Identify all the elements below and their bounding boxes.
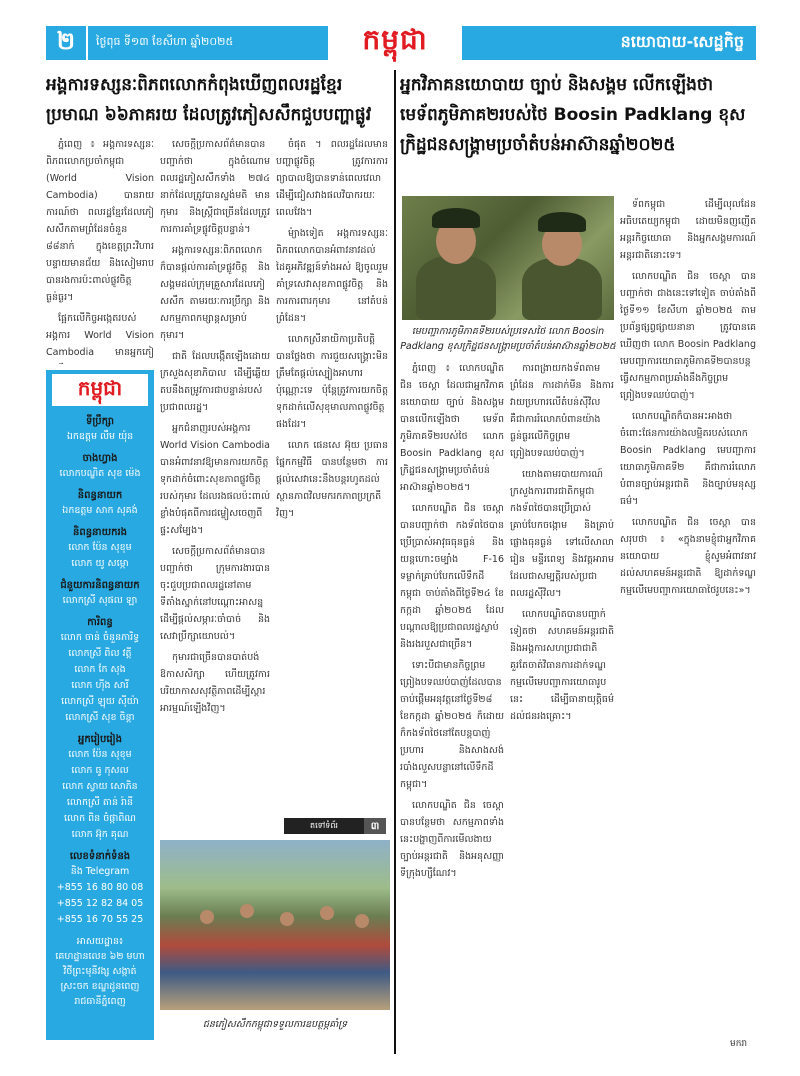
paragraph: ចំផុត ។ ពលរដ្ឋដែលមានបញ្ហាផ្លូវចិត្ត ត្រូវការការព្យាបាលឱ្យបានទាន់ពេលវេលា ដើម្បីជៀសវាងផលវិបាករយៈពេលវែង។: [276, 139, 388, 218]
crowd-figure: [355, 914, 369, 928]
right-article-col-side: [620, 196, 756, 1036]
right-article-col1: [400, 360, 504, 1036]
masthead-role: ទីប្រឹក្សា: [85, 416, 115, 427]
masthead-role: និពន្ធនាយករង: [73, 527, 127, 538]
paragraph: ផ្អែកលើកិច្ចអង្កេតរបស់អង្គការ World Vision Cambodia មានអ្នកភៀ: [46, 313, 154, 358]
paragraph: លោកបណ្ឌិតក៏បានអះអាងថា ចំពោះផែនការយ៉ាងលម្អិតរបស់លោក Boosin Padklang មេបញ្ជាការយោធាភូមិភាគទី២ គឺជាការរំលោភបំពានច្បាប់អន្តរជាតិ និងច្បាប់មនុស្សធម៌។: [620, 411, 756, 507]
masthead-person: លោកស្រី ឡុយ ស៊ីយ៉ា: [61, 696, 139, 707]
right-article-headline: អ្នកវិភាគនយោបាយ ច្បាប់ និងសង្គម លើកឡើងថា មេទ័ពភូមិភាគ២របស់ថៃ Boosin Padklang ខុសក្រិដ្ឋជនសង្គ្រាមប្រចាំតំបន់អាស៊ានឆ្នាំ២០២៥: [400, 75, 746, 155]
refugees-photo: [160, 840, 390, 1010]
article-byline: មករា: [730, 1039, 748, 1049]
office-address: អាសយដ្ឋាន៖ គេហដ្ឋានលេខ ៦២ មហាវិថីព្រះមុនីវង្ស សង្កាត់ស្រះចក ខណ្ឌដូនពេញ រាជធានីភ្នំពេញ: [55, 936, 145, 1007]
crowd-figure: [240, 904, 254, 918]
paragraph: អ្នកជំនាញរបស់អង្គការ World Vision Cambodia បានអំពាវនាវឱ្យមានការយកចិត្តទុកដាក់ចំពោះសុខភាពផ្លូវចិត្តរបស់កុមារ ដែលរងផលប៉ះពាល់ខ្លាំងបំផុតពីការជម្លៀសចេញពីផ្ទះសម្បែង។: [160, 423, 270, 536]
masthead-person: លោកស្រី ពិល វត្តី: [68, 648, 132, 659]
masthead-role: ការិពន្ធ: [87, 617, 113, 628]
refugees-photo-caption: ជនភៀសសឹកកម្ពុជាទទួលការឧបត្ថម្ភគាំទ្រ: [202, 1019, 348, 1030]
telegram-label: និង Telegram: [70, 866, 130, 877]
paragraph: ទ័ពកម្ពុជា ដើម្បីលុលដែនអធិបតេយ្យកម្ពុជា ដោយមិនញញើតអន្តរកិច្ចយោធា និងអ្នកសង្គមការណ៍អន្តរជាតិនោះទេ។: [620, 199, 756, 261]
masthead-person: លោក អ៊ុក គុណ: [71, 829, 129, 840]
masthead-role: ជំនួយការនិពន្ធនាយក: [60, 580, 140, 591]
masthead-person: លោក ប៉ែន សុខុម: [68, 542, 132, 553]
paragraph: លោកបណ្ឌិតបានបញ្ជាក់ទៀតថា សហគមន៍អន្តរជាតិ និងអង្គការសហប្រជាជាតិ គួរតែចាត់វិធានការដាក់ទណ្ឌកម្មលើមេបញ្ជាការយោធារូបនេះ ដើម្បីធានាយុត្តិធម៌ដល់ជនរងគ្រោះ។: [510, 609, 614, 722]
masthead-person: លោកស្រី សុខ ចិន្តា: [65, 712, 135, 723]
paragraph: លោកបណ្ឌិត ជិន ចេស្តា បានបន្ថែមថា សកម្មភាពទាំងនេះបង្ហាញពីការមើលងាយច្បាប់អន្តរជាតិ និងអនុសញ្ញាទីក្រុងហ្សឺណែវ។: [400, 800, 504, 879]
paragraph: លោកបណ្ឌិត ជិន ចេស្តា បានបញ្ជាក់ថា កងទ័ពថៃបានប្រើប្រាស់អាវុធធុនធ្ងន់ និងយន្តហោះចម្បាំង F-16 ទម្លាក់គ្រាប់បែកលើទឹកដីកម្ពុជា ចាប់តាំងពីថ្ងៃទី២៤ ខែកក្កដា ឆ្នាំ២០២៥ ដែលបណ្តាលឱ្យប្រជាពលរដ្ឋស្លាប់ និងរងរបួសជាច្រើន។: [400, 503, 504, 650]
masthead-person: លោក ហ៊ីង សារី: [71, 680, 129, 691]
paragraph: កុមារជាច្រើនបានបាត់បង់ឱកាសសិក្សា ហើយត្រូវការបរិយាកាសសុវត្ថិភាពដើម្បីស្តារអារម្មណ៍ឡើងវិញ។: [160, 652, 270, 714]
soldier-figure-left: [416, 256, 496, 320]
paragraph: សេចក្តីប្រកាសព័ត៌មានបានបញ្ជាក់ថា ក្នុងចំណោមពលរដ្ឋភៀសសឹកទាំង ២៧៤ នាក់ដែលត្រូវបានស្ទង់មតិ មានកុមារ និងស្ត្រីជាច្រើនដែលត្រូវការការគាំទ្រផ្លូវចិត្តបន្ទាន់។: [160, 139, 270, 235]
issue-date: ថ្ងៃពុធ ទី១៣ ខែសីហា ឆ្នាំ២០២៥: [88, 26, 328, 60]
masthead-person: ឯកឧត្តម លឹម យ៉ុន: [66, 431, 134, 442]
column-divider: [394, 70, 396, 1054]
masthead-person: លោក ធូ កុសល: [71, 765, 129, 776]
phone-number[interactable]: +855 16 70 55 25: [56, 914, 144, 925]
newspaper-logo[interactable]: កម្ពុជា: [362, 22, 428, 56]
masthead-role: អ្នករៀបរៀង: [77, 734, 123, 745]
paragraph: លោកបណ្ឌិត ជិន ចេស្តា បានបញ្ជាក់ថា ជាងនេះទៅទៀត ចាប់តាំងពីថ្ងៃទី១១ ខែសីហា ឆ្នាំ២០២៥ តាមប្រព័ន្ធផ្សព្វផ្សាយនានា ត្រូវបានគេឃើញថា លោក Boosin Padklang មេបញ្ជាការយោធាភូមិភាគទី២បានបន្តធ្វើសកម្មភាពប្រឆាំងនឹងកិច្ចព្រមព្រៀងបទឈប់បាញ់។: [620, 271, 756, 401]
page-header: [0, 0, 800, 72]
crowd-figure: [280, 912, 294, 926]
paragraph: ទោះបីជាមានកិច្ចព្រមព្រៀងបទឈប់បាញ់ដែលបានចាប់ផ្តើមអនុវត្តនៅថ្ងៃទី២៨ ខែកក្កដា ឆ្នាំ២០២៥ ក៏ដោយ ក៏កងទ័ពថៃនៅតែបន្តបាញ់ប្រហារ និងសាងសង់របាំងលួសបន្លានៅលើទឹកដីកម្ពុជា។: [400, 660, 504, 790]
paragraph: ម៉្យាងទៀត អង្គការទស្សនៈពិភពលោកបានអំពាវនាវដល់ដៃគូអភិវឌ្ឍន៍ទាំងអស់ ឱ្យចូលរួមគាំទ្រសេវាសុខភាពផ្លូវចិត្ត និងការការពារកុមារ នៅតំបន់ព្រំដែន។: [276, 228, 388, 324]
soldier-figure-right: [522, 258, 602, 320]
masthead-role: ចាងហ្វាង: [82, 453, 118, 464]
masthead-person: លោក ប៉ែន សុខុម: [68, 749, 132, 760]
paragraph: លោកស្រីនាយិកាប្រតិបត្តិ បានថ្លែងថា ការជួយសង្គ្រោះមិនត្រឹមតែផ្តល់ស្បៀងអាហារប៉ុណ្ណោះទេ ប៉ុន្តែត្រូវការយកចិត្តទុកដាក់លើសុខុមាលភាពផ្លូវចិត្តផងដែរ។: [276, 334, 388, 430]
paragraph: ភ្នំពេញ ៖ អង្គការទស្សនៈពិភពលោកប្រចាំកម្ពុជា (World Vision Cambodia) បានរាយការណ៍ថា ពលរដ្ឋខ្មែរដែលភៀសសឹកតាមព្រំដែនចំនួន ៨៨នាក់ ក្នុងខេត្តព្រះវិហារ បន្ទាយមានជ័យ និងសៀមរាប បានរងការប៉ះពាល់ផ្លូវចិត្តធ្ងន់ធ្ងរ។: [46, 139, 154, 303]
masthead-person: លោក យូ សម្ភោ: [71, 558, 129, 569]
masthead-person: លោកស្រី តាន់ រ៉ានី: [66, 797, 134, 808]
continued-label: តទៅទំព័រ: [284, 818, 364, 834]
masthead-role: និពន្ធនាយក: [77, 490, 123, 501]
left-article-col1: [46, 136, 154, 364]
masthead-person: លោក ស្វាយ សោភិន: [62, 781, 138, 792]
paragraph: អង្គការទស្សនៈពិភពលោកក៏បានផ្តល់ការគាំទ្រផ្លូវចិត្ត និងសង្គមដល់ក្រុមគ្រួសារដែលភៀសសឹក តាមរយៈការប្រឹក្សា និងសកម្មភាពកម្សាន្តសម្រាប់កុមារ។: [160, 245, 270, 341]
soldiers-photo-caption: មេបញ្ជាការភូមិភាគទី២របស់ប្រទេសថៃ លោក Boosin Padklang ខុសក្រិដ្ឋជនសង្គ្រាមប្រចាំតំបន់អាស៊ានឆ្នាំ២០២៥: [400, 326, 616, 352]
paragraph: យោងតាមរបាយការណ៍ ក្រសួងការពារជាតិកម្ពុជា កងទ័ពថៃបានប្រើប្រាស់គ្រាប់បែកចង្កោម និងគ្រាប់ផ្លោងធុនធ្ងន់ ទៅលើសាលារៀន មន្ទីរពេទ្យ និងវត្តអារាម ដែលជាសម្បត្តិរបស់ប្រជាពលរដ្ឋស៊ីវិល។: [510, 469, 614, 599]
phone-number[interactable]: +855 12 82 84 05: [56, 898, 144, 909]
paragraph: ការពង្រាយកងទ័ពតាមព្រំដែន ការដាក់មីន និងការវាយប្រហារលើតំបន់ស៊ីវិល គឺជាការរំលោភបំពានយ៉ាងធ្ងន់ធ្ងរលើកិច្ចព្រមព្រៀងបទឈប់បាញ់។: [510, 363, 614, 459]
continued-page-number[interactable]: ៣: [364, 818, 386, 834]
phone-label: លេខទំនាក់ទំនង: [69, 851, 131, 862]
paragraph: លោកបណ្ឌិត ជិន ចេស្តា បានសរុបថា ៖ «ក្នុងនាមខ្ញុំជាអ្នកវិភាគនយោបាយ ខ្ញុំសូមអំពាវនាវដល់សហគមន៍អន្តរជាតិ ឱ្យដាក់ទណ្ឌកម្មលើមេបញ្ជាការយោធាថៃរូបនេះ»។: [620, 517, 756, 596]
crowd-figure: [200, 910, 214, 924]
paragraph: ភ្នំពេញ ៖ លោកបណ្ឌិត ជិន ចេស្តា ដែលជាអ្នកវិភាគនយោបាយ ច្បាប់ និងសង្គម បានលើកឡើងថា មេទ័ពភូមិភាគទី២របស់ថៃ លោក Boosin Padklang ខុសក្រិដ្ឋជនសង្គ្រាមប្រចាំតំបន់អាស៊ានឆ្នាំ២០២៥។: [400, 363, 504, 493]
phone-number[interactable]: +855 16 80 80 08: [56, 882, 144, 893]
paragraph: ជាតិ ដែលបង្កើតឡើងដោយក្រសួងសុខាភិបាល ដើម្បីឆ្លើយតបនឹងតម្រូវការជាបន្ទាន់របស់ប្រជាពលរដ្ឋ។: [160, 351, 270, 413]
soldier-beret-right: [538, 212, 586, 232]
masthead-entries: [52, 414, 148, 843]
right-article-col2: [510, 360, 614, 1036]
paragraph: លោក ផេនសេ អ៊ុយ ប្រធានផ្នែកកម្មវិធី បានបន្ថែមថា ការផ្តល់សេវានេះនឹងបន្តរហូតដល់ស្ថានភាពវិលមករកភាពប្រក្រតីវិញ។: [276, 440, 388, 519]
masthead-person: លោកស្រី សុផល ឡា: [62, 595, 138, 606]
paragraph: សេចក្តីប្រកាសព័ត៌មានបានបញ្ជាក់ថា ក្រុមការងារបានចុះជួបប្រជាពលរដ្ឋនៅតាមទីតាំងស្នាក់នៅបណ្តោះអាសន្ន ដើម្បីផ្តល់សម្ភារៈចាំបាច់ និងសេវាប្រឹក្សាយោបល់។: [160, 546, 270, 642]
masthead-person: លោកបណ្ឌិត សុខ ម៉េង: [59, 468, 141, 479]
masthead-logo: កម្ពុជា: [52, 374, 148, 406]
soldiers-photo: [402, 196, 614, 320]
left-article-col3: [276, 136, 388, 812]
masthead-box: [46, 370, 154, 1040]
crowd-figure: [320, 906, 334, 920]
soldier-beret-left: [432, 208, 480, 228]
left-article-col2: [160, 136, 270, 812]
masthead-person: លោក ចាន់ ចំនួនភារិទ្ធ: [60, 632, 140, 643]
masthead-person: លោក កែ សុង: [74, 664, 126, 675]
masthead-person: ឯកឧត្តម សាក សុគង់: [62, 505, 138, 516]
left-article-headline: អង្គការទស្សនៈពិភពលោកកំពុងឃើញពលរដ្ឋខ្មែរប្រមាណ ៦៦ភាគរយ ដែលត្រូវភៀសសឹកជួបបញ្ហាផ្លូវ: [46, 75, 372, 125]
section-title: នយោបាយ-សេដ្ឋកិច្ច: [462, 26, 756, 60]
page-number: ២: [46, 26, 86, 60]
masthead-person: លោក ពិន ចំផ្កាពិណ: [64, 813, 136, 824]
